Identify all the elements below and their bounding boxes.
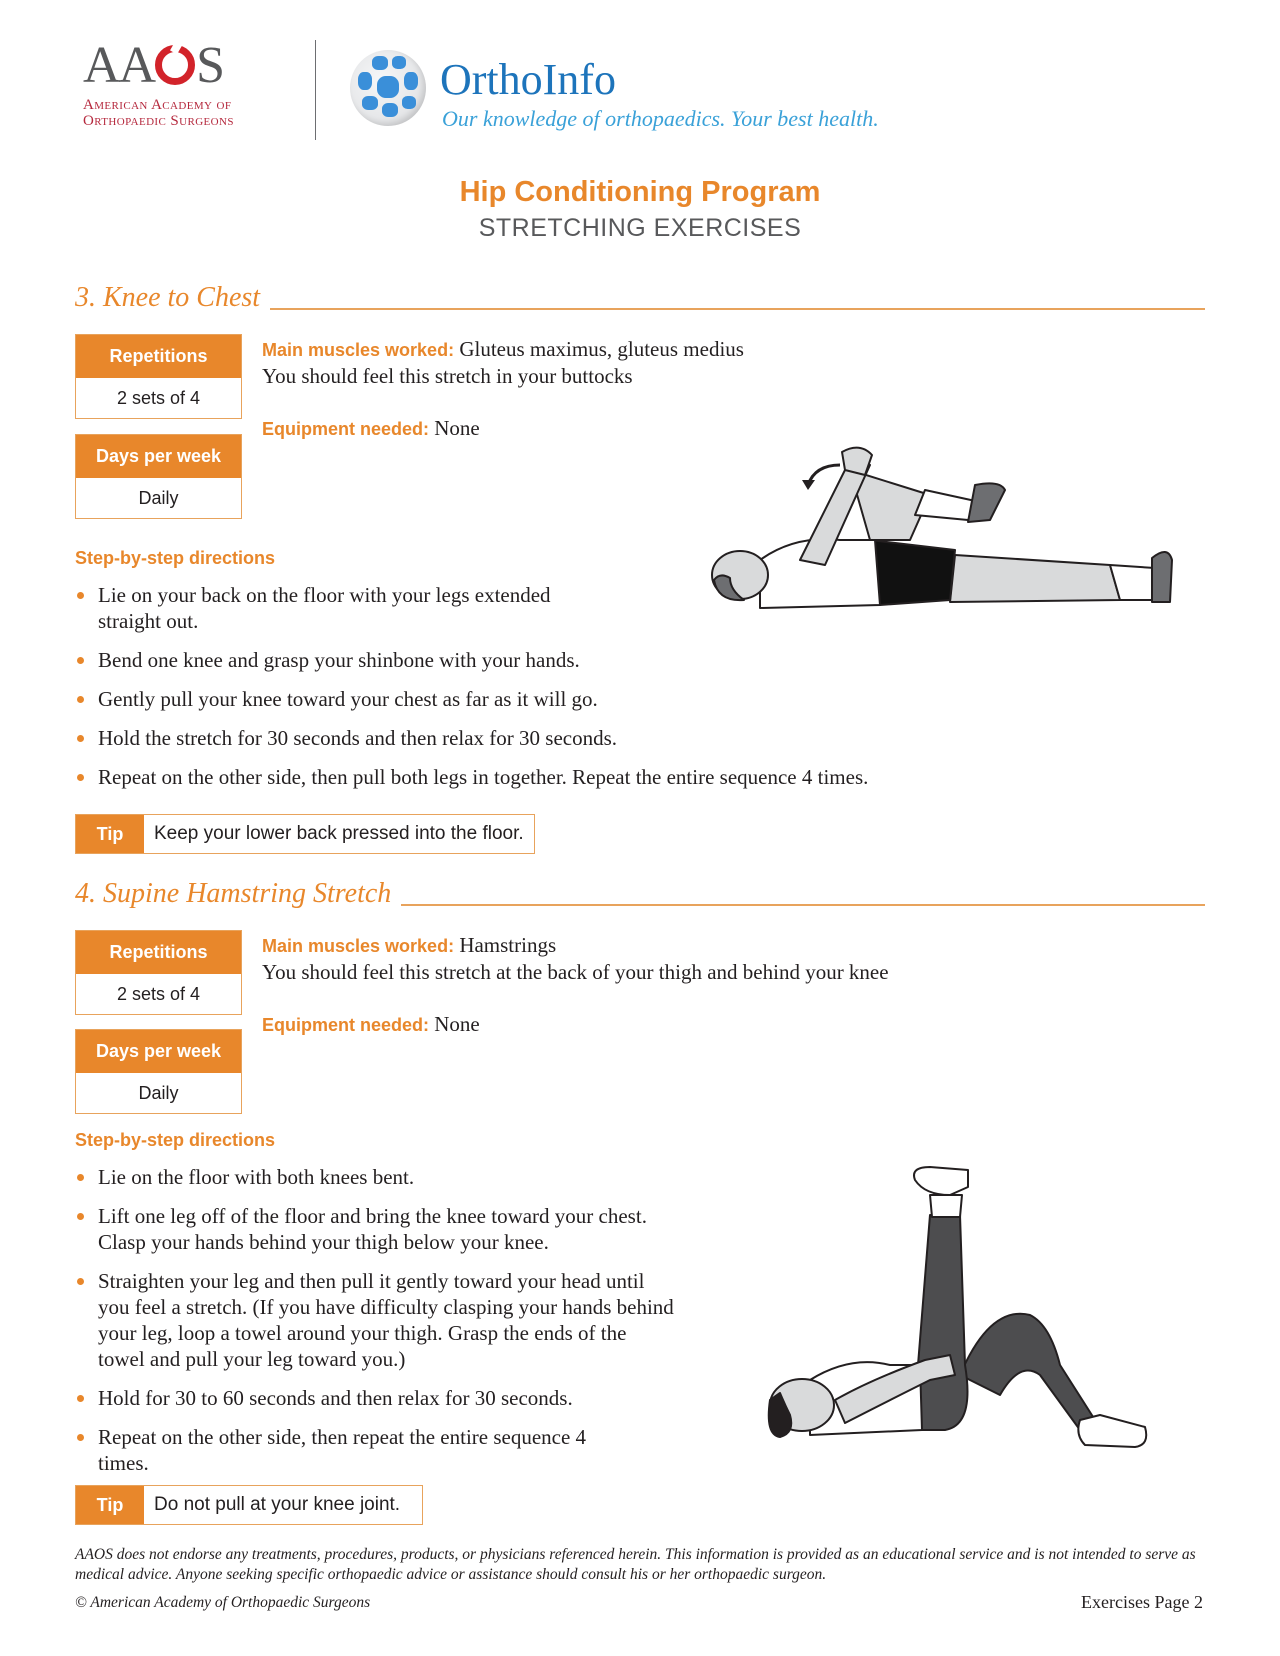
step-item: Repeat on the other side, then pull both legs in together. Repeat the entire sequence 4 times.	[75, 764, 975, 790]
aaos-logo	[83, 37, 224, 94]
step-item: Hold for 30 to 60 seconds and then relax for 30 seconds.	[75, 1385, 675, 1411]
days-per-week-box	[75, 434, 242, 519]
repetitions-label: Repetitions	[76, 931, 241, 974]
aaos-full-name	[83, 97, 234, 129]
aaos-logo-text: AA	[83, 37, 155, 94]
equipment-label: Equipment needed:	[262, 1015, 430, 1035]
step-item: Lie on your back on the floor with your legs extended straight out.	[75, 582, 615, 634]
days-label: Days per week	[76, 435, 241, 478]
page-title: Hip Conditioning Program	[459, 176, 821, 208]
muscles-value: Gluteus maximus, gluteus medius	[459, 337, 744, 361]
tip-box	[75, 814, 535, 854]
orthoinfo-tagline: Our knowledge of orthopaedics. Your best health.	[442, 106, 879, 131]
steps-list	[75, 582, 975, 803]
orthoinfo-ball-icon	[350, 50, 426, 126]
header-divider	[315, 40, 316, 140]
step-item: Straighten your leg and then pull it gently toward your head until you feel a stretch. (If you have difficulty clasping your hands behind your leg, loop a towel around your thigh. Grasp the ends of the towel and pull your leg toward you.)	[75, 1268, 675, 1372]
equipment-info	[262, 415, 480, 442]
days-value: Daily	[138, 488, 179, 508]
equipment-value: None	[434, 416, 480, 440]
aaos-ring-icon	[155, 45, 195, 85]
exercise-title: 4. Supine Hamstring Stretch	[75, 878, 392, 909]
feel-text: You should feel this stretch at the back of your thigh and behind your knee	[262, 960, 889, 984]
repetitions-box	[75, 334, 242, 419]
page-subtitle: STRETCHING EXERCISES	[478, 214, 802, 242]
step-item: Hold the stretch for 30 seconds and then relax for 30 seconds.	[75, 725, 975, 751]
tip-text: Do not pull at your knee joint.	[144, 1486, 422, 1524]
heading-rule	[270, 308, 1205, 310]
disclaimer: AAOS does not endorse any treatments, procedures, products, or physicians referenced herein. This information is provided as an educational service and is not intended to serve as medical advice. Anyone seeking specific orthopaedic advice or assistance should consult his or her orthopaedic surgeon.	[75, 1546, 1196, 1583]
tip-label: Tip	[76, 1486, 144, 1524]
exercise-heading	[75, 284, 1205, 312]
muscles-info	[262, 336, 744, 389]
page-number: Exercises Page 2	[1081, 1592, 1203, 1612]
repetitions-label: Repetitions	[76, 335, 241, 378]
days-label: Days per week	[76, 1030, 241, 1073]
equipment-label: Equipment needed:	[262, 419, 430, 439]
orthoinfo-title: OrthoInfo	[440, 55, 616, 104]
repetitions-value: 2 sets of 4	[116, 388, 201, 408]
muscles-label: Main muscles worked:	[262, 340, 455, 360]
days-value: Daily	[138, 1083, 179, 1103]
equipment-value: None	[434, 1012, 480, 1036]
aaos-name-line2: Orthopaedic Surgeons	[83, 113, 234, 129]
steps-heading: Step-by-step directions	[75, 548, 276, 568]
step-item: Gently pull your knee toward your chest as far as it will go.	[75, 686, 975, 712]
supine-hamstring-illustration	[750, 1165, 1170, 1465]
step-item: Lift one leg off of the floor and bring the knee toward your chest. Clasp your hands behind your thigh below your knee.	[75, 1203, 675, 1255]
days-per-week-box	[75, 1029, 242, 1114]
steps-heading: Step-by-step directions	[75, 1130, 276, 1150]
step-item: Bend one knee and grasp your shinbone with your hands.	[75, 647, 975, 673]
exercise-title: 3. Knee to Chest	[75, 282, 261, 313]
step-item: Lie on the floor with both knees bent.	[75, 1164, 675, 1190]
repetitions-value: 2 sets of 4	[116, 984, 201, 1004]
tip-label: Tip	[76, 815, 144, 853]
equipment-info	[262, 1011, 480, 1038]
steps-list	[75, 1164, 675, 1489]
heading-rule	[401, 904, 1205, 906]
exercise-heading	[75, 880, 1205, 908]
step-item: Repeat on the other side, then repeat the entire sequence 4 times.	[75, 1424, 635, 1476]
tip-box	[75, 1485, 423, 1525]
muscles-value: Hamstrings	[459, 933, 557, 957]
muscles-label: Main muscles worked:	[262, 936, 455, 956]
aaos-logo-text-end: S	[196, 37, 224, 94]
copyright: © American Academy of Orthopaedic Surgeons	[75, 1594, 371, 1611]
feel-text: You should feel this stretch in your buttocks	[262, 364, 633, 388]
muscles-info	[262, 932, 889, 985]
repetitions-box	[75, 930, 242, 1015]
tip-text: Keep your lower back pressed into the floor.	[144, 815, 534, 853]
aaos-name-line1: American Academy of	[83, 97, 232, 113]
